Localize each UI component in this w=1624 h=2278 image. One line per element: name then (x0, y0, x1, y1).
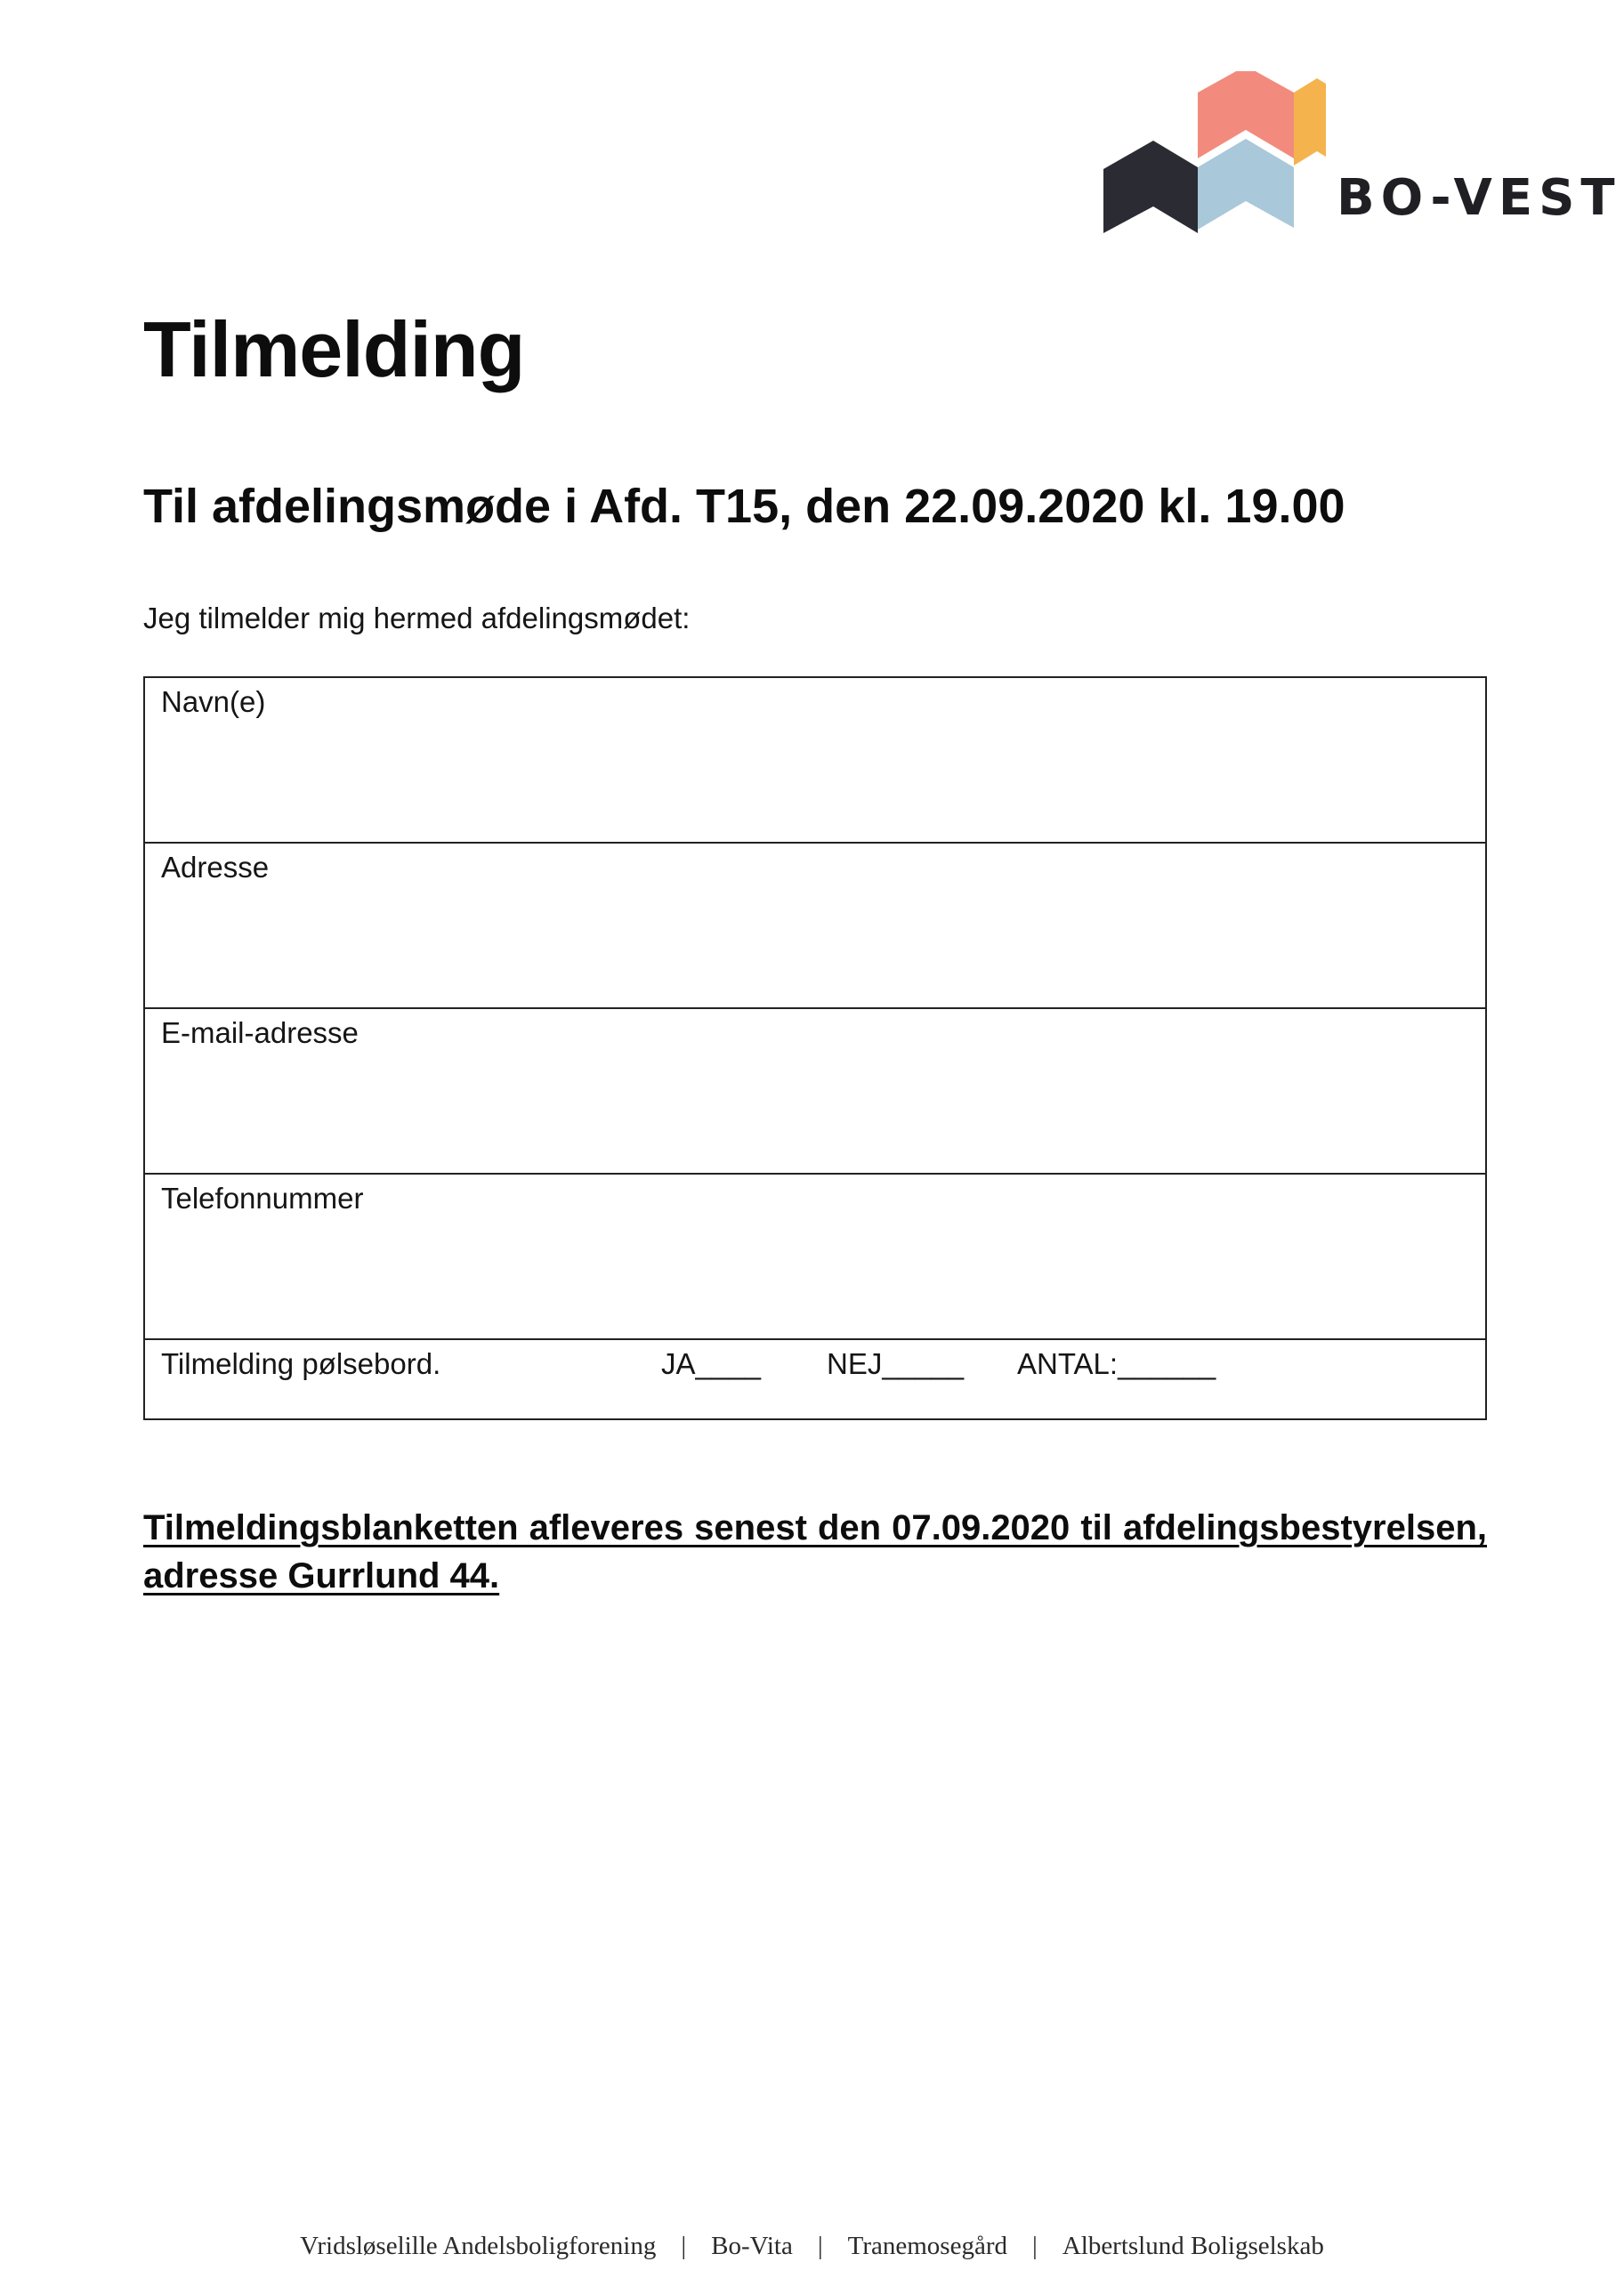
form-row-phone[interactable] (145, 1175, 1485, 1340)
field-label-address: Adresse (161, 851, 270, 884)
bo-vest-logo (1103, 71, 1621, 240)
intro-text: Jeg tilmelder mig hermed afdelingsmødet: (143, 602, 691, 634)
footer-organizations (0, 2232, 1624, 2261)
count-field[interactable]: ANTAL:______ (1017, 1347, 1216, 1380)
field-label-email: E-mail-adresse (161, 1016, 359, 1049)
footer-separator: | (681, 2232, 687, 2260)
footer-separator: | (1032, 2232, 1038, 2260)
no-option[interactable]: NEJ_____ (827, 1347, 965, 1380)
deadline-notice: Tilmeldingsblanketten afleveres senest den 07.09.2020 til afdelingsbestyrelsen, adresse Gurrlund 44. (143, 1508, 1487, 1595)
form-row-address[interactable] (145, 844, 1485, 1009)
yes-option[interactable]: JA____ (661, 1347, 761, 1380)
form-row-name[interactable] (145, 678, 1485, 844)
footer-item: Albertslund Boligselskab (1062, 2232, 1324, 2260)
footer-item: Vridsløselille Andelsboligforening (300, 2232, 657, 2260)
logo-amber-block (1294, 78, 1326, 166)
logo-blue-block (1198, 139, 1294, 230)
footer-item: Bo-Vita (711, 2232, 793, 2260)
field-label-sausage-table: Tilmelding pølsebord. (161, 1347, 441, 1380)
logo-dark-block (1103, 141, 1198, 233)
form-row-email[interactable] (145, 1009, 1485, 1175)
logo-wordmark: BO-VEST (1337, 169, 1621, 227)
footer-item: Tranemosegård (847, 2232, 1007, 2260)
meeting-subtitle: Til afdelingsmøde i Afd. T15, den 22.09.2020 kl. 19.00 (143, 480, 1345, 533)
field-label-name: Navn(e) (161, 685, 266, 718)
bo-vest-logo-mark (1103, 71, 1326, 240)
registration-form (143, 676, 1487, 1420)
form-row-sausage-table (145, 1340, 1485, 1420)
page-title: Tilmelding (143, 305, 525, 393)
field-label-phone: Telefonnummer (161, 1182, 364, 1215)
footer-separator: | (817, 2232, 823, 2260)
